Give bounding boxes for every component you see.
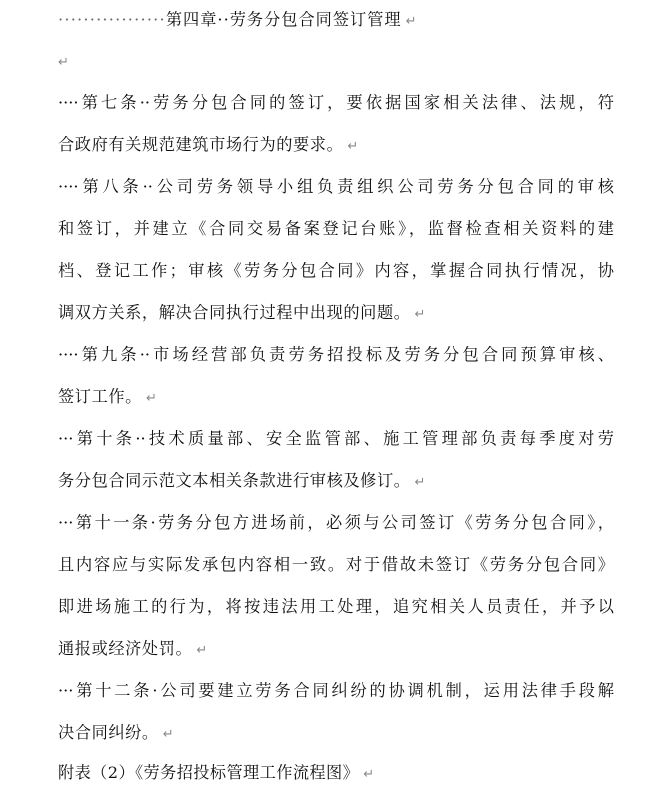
paragraph-mark-icon: ↵ — [58, 55, 70, 70]
paragraph-mark-icon: ↵ — [347, 139, 359, 154]
article-7-line-2 — [58, 135, 359, 157]
paragraph-mark-icon: ↵ — [363, 767, 375, 782]
paragraph-mark-icon: ↵ — [162, 727, 175, 742]
paragraph-mark-icon: ↵ — [145, 391, 158, 406]
article-8-line-2: 和签订，并建立《合同交易备案登记台账》，监督检查相关资料的建 — [58, 219, 614, 238]
article-11-line-4-text: 通报或经济处罚。 — [58, 639, 193, 658]
article-12-line-2 — [58, 723, 174, 745]
article-8-line-4-text: 调双方关系，解决合同执行过程中出现的问题。 — [58, 303, 411, 322]
appendix-line — [58, 763, 374, 785]
article-9-line-2 — [58, 387, 157, 409]
article-9-line-2-text: 签订工作。 — [58, 387, 142, 406]
article-11-line-3: 即进场施工的行为，将按违法用工处理，追究相关人员责任，并予以 — [58, 597, 614, 616]
article-10-line-2-text: 务分包合同示范文本相关条款进行审核及修订。 — [58, 471, 411, 490]
paragraph-mark-icon: ↵ — [196, 643, 208, 658]
article-7-line-2-text: 合政府有关规范建筑市场行为的要求。 — [58, 135, 344, 154]
blank-paragraph — [58, 51, 70, 73]
article-8-line-1: ····第八条··公司劳务领导小组负责组织公司劳务分包合同的审核 — [58, 177, 614, 196]
article-11-line-4 — [58, 639, 208, 661]
article-11-line-1: ···第十一条·劳务分包方进场前，必须与公司签订《劳务分包合同》， — [58, 513, 614, 532]
appendix-title: 附表（2）《劳务招投标管理工作流程图》 — [58, 763, 360, 782]
chapter-heading — [58, 10, 417, 32]
article-7-line-1: ····第七条··劳务分包合同的签订，要依据国家相关法律、法规，符 — [58, 93, 614, 112]
paragraph-mark-icon: ↵ — [405, 14, 418, 29]
article-12-line-1: ···第十二条·公司要建立劳务合同纠纷的协调机制，运用法律手段解 — [58, 681, 614, 700]
paragraph-mark-icon: ↵ — [414, 475, 427, 490]
chapter-title: 第四章··劳务分包合同签订管理 — [165, 10, 402, 29]
article-8-line-4 — [58, 303, 426, 325]
article-10-line-2 — [58, 471, 426, 493]
article-9-line-1: ····第九条··市场经营部负责劳务招投标及劳务分包合同预算审核、 — [58, 345, 614, 364]
paragraph-mark-icon: ↵ — [414, 307, 427, 322]
article-10-line-1: ···第十条··技术质量部、安全监管部、施工管理部负责每季度对劳 — [58, 429, 614, 448]
article-8-line-3: 档、登记工作；审核《劳务分包合同》内容，掌握合同执行情况，协 — [58, 261, 614, 280]
heading-leader-dots: ················· — [58, 10, 166, 29]
article-11-line-2: 且内容应与实际发承包内容相一致。对于借故未签订《劳务分包合同》 — [58, 555, 614, 574]
article-12-line-2-text: 决合同纠纷。 — [58, 723, 159, 742]
